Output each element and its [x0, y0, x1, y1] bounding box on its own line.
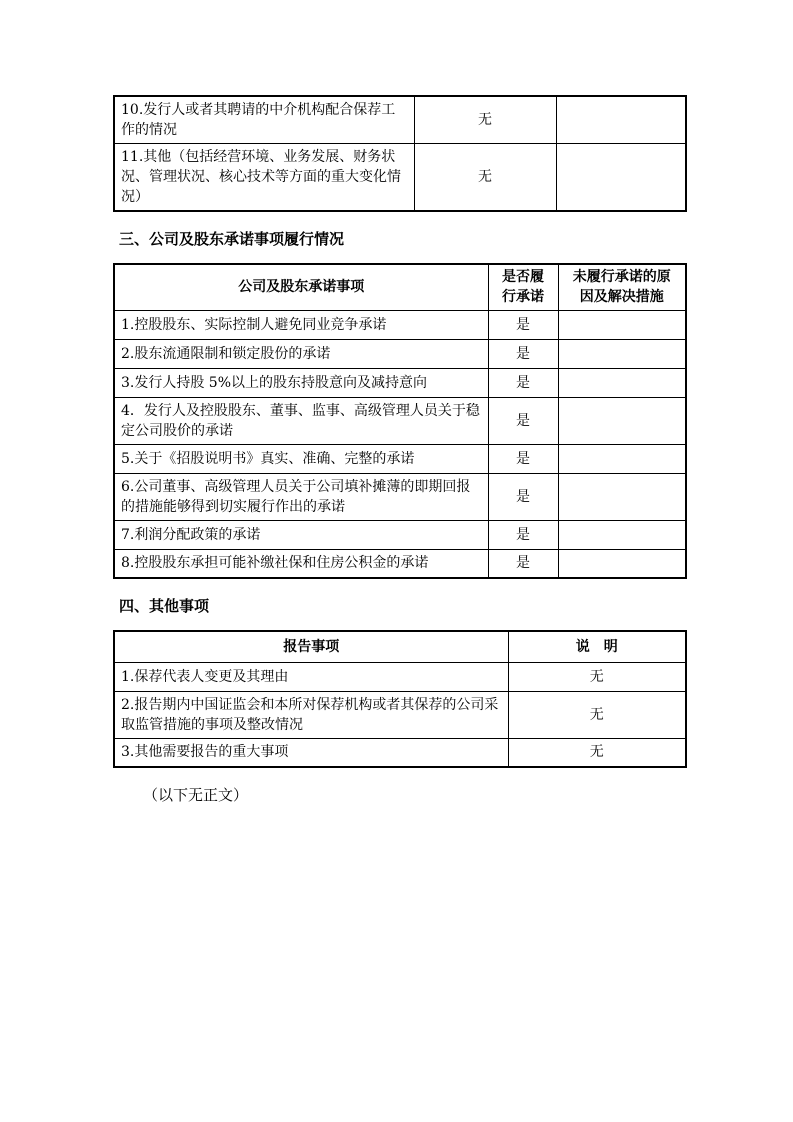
commitment-remark-6 — [558, 473, 686, 520]
other-matters-table — [113, 630, 687, 768]
commitments-header-remark — [558, 264, 686, 310]
table-row — [114, 444, 686, 473]
commitment-fulfilled-7: 是 — [488, 520, 558, 549]
commitment-item-3: 3.发行人持股 5%以上的股东持股意向及减持意向 — [114, 368, 488, 397]
commitment-item-7: 7.利润分配政策的承诺 — [114, 520, 488, 549]
table-row — [114, 96, 686, 144]
table-row — [114, 397, 686, 444]
other-matter-note-2: 无 — [508, 691, 686, 738]
carryover-remark-10 — [556, 96, 686, 144]
section4-heading: 四、其他事项 — [119, 597, 210, 615]
table-row — [114, 339, 686, 368]
commitment-remark-3 — [558, 368, 686, 397]
commitment-fulfilled-2: 是 — [488, 339, 558, 368]
section3-heading: 三、公司及股东承诺事项履行情况 — [119, 230, 345, 248]
commitments-header-fulfilled — [488, 264, 558, 310]
other-matter-note-3: 无 — [508, 738, 686, 767]
carryover-status-11: 无 — [414, 144, 556, 212]
table-row — [114, 738, 686, 767]
commitment-remark-5 — [558, 444, 686, 473]
commitment-item-6: 6.公司董事、高级管理人员关于公司填补摊薄的即期回报的措施能够得到切实履行作出的承诺 — [114, 473, 488, 520]
header-line: 未履行承诺的原 — [572, 269, 671, 286]
table-row — [114, 662, 686, 691]
other-matters-header-item: 报告事项 — [114, 631, 508, 662]
table-header-row — [114, 631, 686, 662]
carryover-table — [113, 95, 687, 212]
other-matter-note-1: 无 — [508, 662, 686, 691]
table-row — [114, 310, 686, 339]
commitment-item-4: 4．发行人及控股股东、董事、监事、高级管理人员关于稳定公司股价的承诺 — [114, 397, 488, 444]
commitment-remark-1 — [558, 310, 686, 339]
table-row — [114, 368, 686, 397]
header-line: 因及解决措施 — [579, 289, 664, 306]
commitment-remark-7 — [558, 520, 686, 549]
commitments-header-item: 公司及股东承诺事项 — [114, 264, 488, 310]
commitment-fulfilled-3: 是 — [488, 368, 558, 397]
table-row — [114, 144, 686, 212]
commitment-fulfilled-1: 是 — [488, 310, 558, 339]
commitment-fulfilled-5: 是 — [488, 444, 558, 473]
table-header-row — [114, 264, 686, 310]
carryover-status-10: 无 — [414, 96, 556, 144]
carryover-item-11: 11.其他（包括经营环境、业务发展、财务状况、管理状况、核心技术等方面的重大变化情况） — [114, 144, 414, 212]
table-row — [114, 549, 686, 578]
header-line: 行承诺 — [502, 289, 544, 306]
other-matter-item-2: 2.报告期内中国证监会和本所对保荐机构或者其保荐的公司采取监管措施的事项及整改情况 — [114, 691, 508, 738]
commitment-item-1: 1.控股股东、实际控制人避免同业竞争承诺 — [114, 310, 488, 339]
header-line: 是否履 — [502, 269, 544, 286]
commitment-item-2: 2.股东流通限制和锁定股份的承诺 — [114, 339, 488, 368]
closing-note: （以下无正文） — [143, 786, 249, 804]
commitments-table — [113, 263, 687, 579]
commitment-remark-4 — [558, 397, 686, 444]
table-row — [114, 520, 686, 549]
commitment-fulfilled-6: 是 — [488, 473, 558, 520]
commitment-remark-8 — [558, 549, 686, 578]
commitment-item-5: 5.关于《招股说明书》真实、准确、完整的承诺 — [114, 444, 488, 473]
other-matters-header-note: 说 明 — [508, 631, 686, 662]
table-row — [114, 473, 686, 520]
carryover-item-10: 10.发行人或者其聘请的中介机构配合保荐工作的情况 — [114, 96, 414, 144]
commitment-fulfilled-4: 是 — [488, 397, 558, 444]
commitment-remark-2 — [558, 339, 686, 368]
commitment-fulfilled-8: 是 — [488, 549, 558, 578]
other-matter-item-3: 3.其他需要报告的重大事项 — [114, 738, 508, 767]
other-matter-item-1: 1.保荐代表人变更及其理由 — [114, 662, 508, 691]
commitment-item-8: 8.控股股东承担可能补缴社保和住房公积金的承诺 — [114, 549, 488, 578]
table-row — [114, 691, 686, 738]
carryover-remark-11 — [556, 144, 686, 212]
